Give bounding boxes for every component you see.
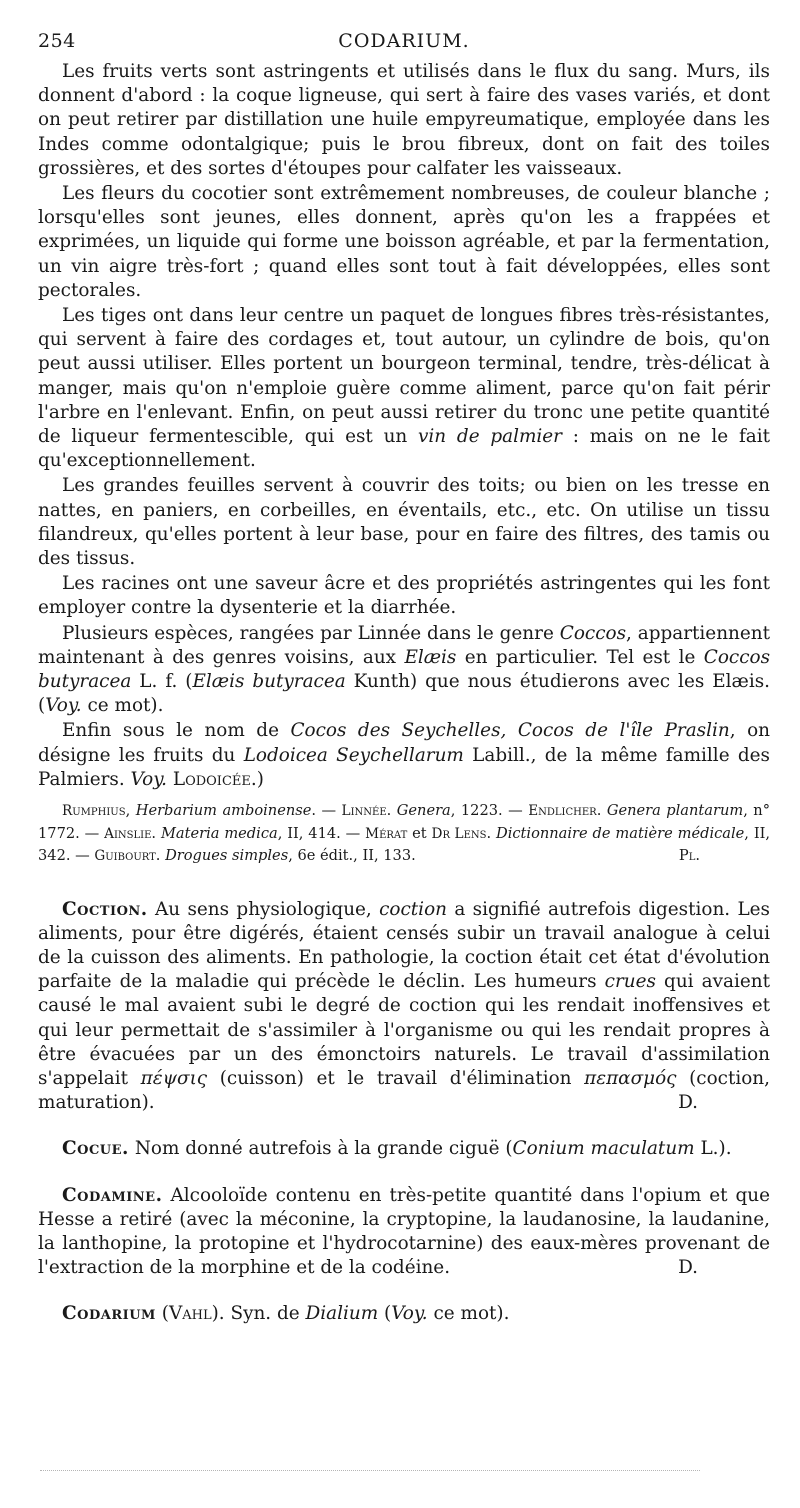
paragraph-roots: Les racines ont une saveur âcre et des propriétés astringentes qui les font employer contre la dysenterie et la diarrhée. bbox=[38, 573, 770, 619]
entry-coction: Coction. Au sens physiologique, coction a signifié autrefois digestion. Les aliments, pour être digérés, étaient censés subir un travail analogue à celui de la cuisson des aliments. En pathologie, la coction était cet état d'évolution parfaite de la maladie qui précède le déclin. Les humeurs crues qui avaient causé le mal avaient subi le degré de coction qui les rendait inoffensives et qui leur permettait de s'assimiler à l'organisme ou qui les rendait propres à être évacuées par un des émonctoirs naturels. Le travail d'assimilation s'appelait πέψσις (cuisson) et le travail d'élimination πεπασμός (coction, maturation). D. bbox=[38, 898, 770, 1116]
author-signature: D. bbox=[678, 1092, 698, 1114]
running-title: CODARIUM. bbox=[338, 30, 470, 52]
entry-codamine: Codamine. Alcooloïde contenu en très-petite quantité dans l'opium et que Hesse a retiré (avec la méconine, la cryptopine, la laudanosine, la laudanine, la lanthopine, la protopine et l'hydrocotarnine) des eaux-mères provenant de l'extraction de la morphine et de la codéine. D. bbox=[38, 1184, 770, 1281]
headword-codarium: Codarium bbox=[62, 1303, 156, 1325]
paragraph-leaves: Les grandes feuilles servent à couvrir des toits; ou bien on les tresse en nattes, en paniers, en corbeilles, en éventails, etc., etc. On utilise un tissu filandreux, qu'elles portent à leur base, pour en faire des filtres, des tamis ou des tissus. bbox=[38, 475, 770, 570]
paragraph-flowers: Les fleurs du cocotier sont extrêmement nombreuses, de couleur blanche ; lorsqu'elles sont jeunes, elles donnent, après qu'on les a frappées et exprimées, un liquide qui forme une boisson agréable, et par la fermentation, un vin aigre très-fort ; quand elles sont tout à fait développées, elles sont pectorales. bbox=[38, 183, 770, 301]
bottom-rule bbox=[40, 1470, 700, 1471]
paragraph-species: Plusieurs espèces, rangées par Linnée dans le genre Coccos, appartiennent maintenant à des genres voisins, aux Elæis en particulier. Tel est le Coccos butyracea L. f. (Elæis butyracea Kunth) que nous étudierons avec les Elæis. (Voy. ce mot). bbox=[38, 622, 771, 717]
page-number: 254 bbox=[38, 30, 76, 52]
term-vin-de-palmier: vin de palmier bbox=[418, 426, 562, 448]
paragraph-fruits: Les fruits verts sont astringents et utilisés dans le flux du sang. Murs, ils donnent d'abord : la coque ligneuse, qui sert à faire des vases variés, et dont on peut retirer par distillation une huile empyreumatique, employée dans les Indes comme odontalgique; puis le brou fibreux, dont on fait des toiles grossières, et des sortes d'étoupes pour calfater les vaisseaux. bbox=[38, 61, 770, 179]
paragraph-stems: Les tiges ont dans leur centre un paquet de longues fibres très-résistantes, qui servent à faire des cordages et, tout autour, un cylindre de bois, qu'on peut aussi utiliser. Elles portent un bourgeon terminal, tendre, très-délicat à manger, mais qu'on n'emploie guère comme aliment, parce qu'on fait périr l'arbre en l'enlevant. Enfin, on peut aussi retirer du tronc une petite quantité de liqueur fermentescible, qui est un vin de palmier : mais on ne le fait qu'exceptionnellement. bbox=[38, 305, 770, 472]
author-signature: D. bbox=[678, 1257, 698, 1279]
page-header bbox=[38, 30, 770, 60]
paragraph-seychelles: Enfin sous le nom de Cocos des Seychelles, Cocos de l'île Praslin, on désigne les fruits du Lodoicea Seychellarum Labill., de la même famille des Palmiers. Voy. Lodoicée.) bbox=[38, 720, 770, 790]
bibliography-references: Rumphius, Herbarium amboinense. — Linnée. Genera, 1223. — Endlicher. Genera plantarum, n° 1772. — Ainslie. Materia medica, II, 414. — Mérat et Dr Lens. Dictionnaire de matière médicale, II, 342. — Guibourt. Drogues simples, 6e édit., II, 133. Pl. bbox=[38, 800, 770, 868]
entry-cocue: Cocue. Nom donné autrefois à la grande ciguë (Conium maculatum L.). bbox=[62, 1138, 732, 1160]
author-signature: Pl. bbox=[678, 847, 700, 865]
entry-codarium: Codarium (Vahl). Syn. de Dialium (Voy. ce mot). bbox=[62, 1303, 510, 1325]
headword-coction: Coction. bbox=[62, 898, 148, 920]
headword-cocue: Cocue. bbox=[62, 1138, 129, 1160]
headword-codamine: Codamine. bbox=[62, 1184, 163, 1206]
document-page bbox=[38, 30, 770, 1327]
